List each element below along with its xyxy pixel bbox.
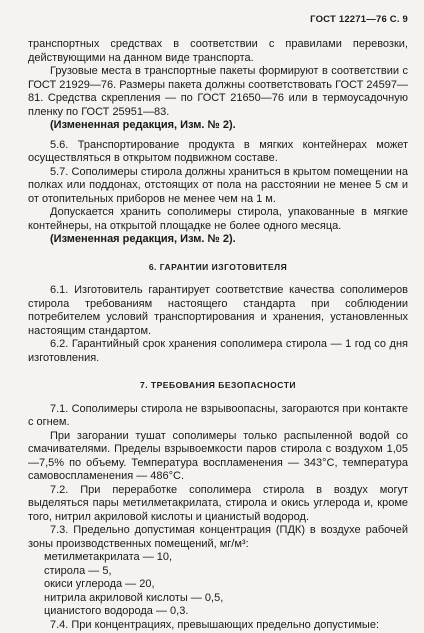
list-item: стирола — 5, bbox=[44, 564, 112, 577]
paragraph: Грузовые места в транспортные пакеты формируют в соответствии с ГОСТ 21929—76. Размеры пакета должны соответствовать ГОСТ 24597—81. Средства скрепления — по ГОСТ 21650—76 или в термоусадочную пленку по ГОСТ 25951—83. bbox=[28, 65, 408, 118]
list-item: цианистого водорода — 0,3. bbox=[44, 605, 189, 617]
paragraph: При загорании тушат сополимеры только распыленной водой со смачивателями. Пределы взрывоемкости паров стирола с воздухом 1,05—7,5% по объему. Температура воспламенения — 343°С, температура самовоспламенения — 486°С. bbox=[28, 429, 408, 482]
clause-6-2: 6.2. Гарантийный срок хранения сополимера стирола — 1 год со дня изготовления. bbox=[28, 338, 408, 364]
clause-7-2: 7.2. При переработке сополимера стирола в воздух могут выделяться пары метилметакрилата, стирола и окись углерода и, кроме того, нитрил акриловой кислоты и цианистый водород. bbox=[28, 483, 408, 523]
amendment-note: (Измененная редакция, Изм. № 2). bbox=[50, 233, 236, 245]
pdk-list bbox=[28, 551, 408, 619]
amendment-note: (Измененная редакция, Изм. № 2). bbox=[50, 119, 236, 131]
list-item: нитрила акриловой кислоты — 0,5, bbox=[44, 591, 224, 604]
clause-7-1: 7.1. Сополимеры стирола не взрывоопасны, загораются при контакте с огнем. bbox=[28, 402, 408, 428]
section-heading-6: 6. ГАРАНТИИ ИЗГОТОВИТЕЛЯ bbox=[148, 261, 288, 272]
paragraph: Допускается хранить сополимеры стирола, упакованные в мягкие контейнеры, на открытой площадке не более одного месяца. bbox=[28, 206, 408, 232]
paragraph: транспортных средствах в соответствии с правилами перевозки, действующими на данном виде транспорта. bbox=[28, 38, 408, 64]
list-item: метилметакрилата — 10, bbox=[44, 551, 173, 563]
clause-6-1: 6.1. Изготовитель гарантирует соответствие качества сополимеров стирола требованиям настоящего стандарта при соблюдении потребителем условий транспортирования и хранения, установленных настоящим стандартом. bbox=[28, 284, 408, 337]
clause-5-7: 5.7. Сополимеры стирола должны храниться в крытом помещении на полках или поддонах, отстоящих от пола на расстоянии не менее 5 см и от отопительных приборов не менее чем на 1 м. bbox=[28, 165, 408, 205]
document-page bbox=[28, 38, 408, 632]
running-head: ГОСТ 12271—76 С. 9 bbox=[310, 14, 408, 25]
clause-5-6: 5.6. Транспортирование продукта в мягких контейнерах может осуществляться в открытом подвижном составе. bbox=[28, 138, 408, 164]
section-heading-7: 7. ТРЕБОВАНИЯ БЕЗОПАСНОСТИ bbox=[139, 380, 297, 390]
list-item: окиси углерода — 20, bbox=[44, 578, 155, 590]
clause-7-4: 7.4. При концентрациях, превышающих предельно допустимые: bbox=[50, 618, 380, 631]
clause-7-3: 7.3. Предельно допустимая концентрация (ПДК) в воздухе рабочей зоны производственных помещений, мг/м³: bbox=[28, 524, 408, 550]
